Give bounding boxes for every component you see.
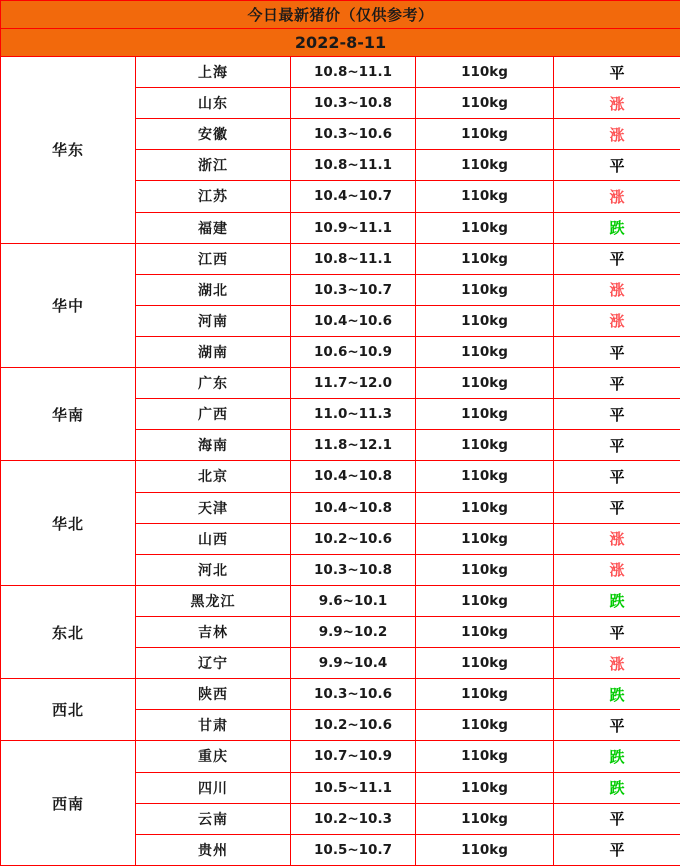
trend-cell: 跌 bbox=[554, 679, 680, 710]
price-range-cell: 9.9~10.2 bbox=[291, 616, 416, 647]
trend-cell: 跌 bbox=[554, 772, 680, 803]
table-row bbox=[1, 57, 680, 88]
table-row bbox=[1, 368, 680, 399]
province-cell: 江西 bbox=[136, 243, 291, 274]
province-cell: 吉林 bbox=[136, 616, 291, 647]
trend-cell: 涨 bbox=[554, 181, 680, 212]
price-range-cell: 10.3~10.6 bbox=[291, 679, 416, 710]
province-cell: 甘肃 bbox=[136, 710, 291, 741]
trend-cell: 平 bbox=[554, 803, 680, 834]
weight-cell: 110kg bbox=[416, 119, 554, 150]
weight-cell: 110kg bbox=[416, 585, 554, 616]
weight-cell: 110kg bbox=[416, 399, 554, 430]
trend-cell: 平 bbox=[554, 368, 680, 399]
title-row bbox=[1, 1, 680, 29]
price-range-cell: 11.7~12.0 bbox=[291, 368, 416, 399]
trend-cell: 平 bbox=[554, 336, 680, 367]
trend-cell: 涨 bbox=[554, 119, 680, 150]
trend-cell: 涨 bbox=[554, 554, 680, 585]
trend-cell: 平 bbox=[554, 243, 680, 274]
price-range-cell: 11.8~12.1 bbox=[291, 430, 416, 461]
weight-cell: 110kg bbox=[416, 274, 554, 305]
price-range-cell: 10.3~10.6 bbox=[291, 119, 416, 150]
province-cell: 天津 bbox=[136, 492, 291, 523]
weight-cell: 110kg bbox=[416, 616, 554, 647]
table-row bbox=[1, 585, 680, 616]
trend-cell: 涨 bbox=[554, 523, 680, 554]
province-cell: 陕西 bbox=[136, 679, 291, 710]
weight-cell: 110kg bbox=[416, 243, 554, 274]
price-range-cell: 10.2~10.6 bbox=[291, 523, 416, 554]
province-cell: 安徽 bbox=[136, 119, 291, 150]
province-cell: 江苏 bbox=[136, 181, 291, 212]
price-range-cell: 10.6~10.9 bbox=[291, 336, 416, 367]
province-cell: 山西 bbox=[136, 523, 291, 554]
province-cell: 河南 bbox=[136, 305, 291, 336]
province-cell: 广西 bbox=[136, 399, 291, 430]
price-range-cell: 9.6~10.1 bbox=[291, 585, 416, 616]
trend-cell: 跌 bbox=[554, 585, 680, 616]
province-cell: 四川 bbox=[136, 772, 291, 803]
weight-cell: 110kg bbox=[416, 150, 554, 181]
price-range-cell: 10.2~10.3 bbox=[291, 803, 416, 834]
province-cell: 广东 bbox=[136, 368, 291, 399]
price-range-cell: 10.4~10.8 bbox=[291, 461, 416, 492]
province-cell: 上海 bbox=[136, 57, 291, 88]
trend-cell: 平 bbox=[554, 616, 680, 647]
table-row bbox=[1, 461, 680, 492]
price-range-cell: 10.7~10.9 bbox=[291, 741, 416, 772]
date-row bbox=[1, 29, 680, 57]
province-cell: 贵州 bbox=[136, 834, 291, 865]
province-cell: 重庆 bbox=[136, 741, 291, 772]
price-range-cell: 10.4~10.8 bbox=[291, 492, 416, 523]
weight-cell: 110kg bbox=[416, 430, 554, 461]
province-cell: 湖北 bbox=[136, 274, 291, 305]
weight-cell: 110kg bbox=[416, 461, 554, 492]
province-cell: 辽宁 bbox=[136, 648, 291, 679]
page-title: 今日最新猪价（仅供参考） bbox=[1, 1, 680, 29]
trend-cell: 跌 bbox=[554, 212, 680, 243]
weight-cell: 110kg bbox=[416, 523, 554, 554]
trend-cell: 平 bbox=[554, 492, 680, 523]
region-cell: 华东 bbox=[1, 57, 136, 244]
region-cell: 东北 bbox=[1, 585, 136, 678]
weight-cell: 110kg bbox=[416, 88, 554, 119]
price-range-cell: 10.4~10.7 bbox=[291, 181, 416, 212]
price-range-cell: 10.5~10.7 bbox=[291, 834, 416, 865]
price-range-cell: 10.9~11.1 bbox=[291, 212, 416, 243]
weight-cell: 110kg bbox=[416, 710, 554, 741]
weight-cell: 110kg bbox=[416, 181, 554, 212]
trend-cell: 平 bbox=[554, 461, 680, 492]
trend-cell: 涨 bbox=[554, 274, 680, 305]
province-cell: 河北 bbox=[136, 554, 291, 585]
region-cell: 华北 bbox=[1, 461, 136, 585]
price-range-cell: 10.3~10.8 bbox=[291, 554, 416, 585]
price-range-cell: 10.3~10.7 bbox=[291, 274, 416, 305]
weight-cell: 110kg bbox=[416, 803, 554, 834]
weight-cell: 110kg bbox=[416, 648, 554, 679]
trend-cell: 涨 bbox=[554, 305, 680, 336]
province-cell: 北京 bbox=[136, 461, 291, 492]
weight-cell: 110kg bbox=[416, 741, 554, 772]
table-row bbox=[1, 243, 680, 274]
price-range-cell: 11.0~11.3 bbox=[291, 399, 416, 430]
price-table-body bbox=[1, 57, 680, 866]
trend-cell: 跌 bbox=[554, 741, 680, 772]
province-cell: 黑龙江 bbox=[136, 585, 291, 616]
province-cell: 云南 bbox=[136, 803, 291, 834]
table-header bbox=[1, 1, 680, 57]
weight-cell: 110kg bbox=[416, 212, 554, 243]
region-cell: 华南 bbox=[1, 368, 136, 461]
price-range-cell: 10.8~11.1 bbox=[291, 243, 416, 274]
trend-cell: 平 bbox=[554, 834, 680, 865]
region-cell: 西南 bbox=[1, 741, 136, 866]
trend-cell: 平 bbox=[554, 150, 680, 181]
weight-cell: 110kg bbox=[416, 772, 554, 803]
weight-cell: 110kg bbox=[416, 679, 554, 710]
weight-cell: 110kg bbox=[416, 57, 554, 88]
price-range-cell: 10.3~10.8 bbox=[291, 88, 416, 119]
table-row bbox=[1, 679, 680, 710]
trend-cell: 平 bbox=[554, 710, 680, 741]
region-cell: 华中 bbox=[1, 243, 136, 367]
province-cell: 浙江 bbox=[136, 150, 291, 181]
price-range-cell: 10.4~10.6 bbox=[291, 305, 416, 336]
trend-cell: 平 bbox=[554, 399, 680, 430]
report-date: 2022-8-11 bbox=[1, 29, 680, 57]
trend-cell: 涨 bbox=[554, 88, 680, 119]
price-range-cell: 9.9~10.4 bbox=[291, 648, 416, 679]
trend-cell: 平 bbox=[554, 430, 680, 461]
price-range-cell: 10.8~11.1 bbox=[291, 150, 416, 181]
weight-cell: 110kg bbox=[416, 834, 554, 865]
trend-cell: 涨 bbox=[554, 648, 680, 679]
price-range-cell: 10.8~11.1 bbox=[291, 57, 416, 88]
weight-cell: 110kg bbox=[416, 336, 554, 367]
province-cell: 福建 bbox=[136, 212, 291, 243]
province-cell: 海南 bbox=[136, 430, 291, 461]
trend-cell: 平 bbox=[554, 57, 680, 88]
weight-cell: 110kg bbox=[416, 492, 554, 523]
weight-cell: 110kg bbox=[416, 554, 554, 585]
price-range-cell: 10.2~10.6 bbox=[291, 710, 416, 741]
province-cell: 山东 bbox=[136, 88, 291, 119]
region-cell: 西北 bbox=[1, 679, 136, 741]
table-row bbox=[1, 741, 680, 772]
weight-cell: 110kg bbox=[416, 305, 554, 336]
weight-cell: 110kg bbox=[416, 368, 554, 399]
price-range-cell: 10.5~11.1 bbox=[291, 772, 416, 803]
province-cell: 湖南 bbox=[136, 336, 291, 367]
